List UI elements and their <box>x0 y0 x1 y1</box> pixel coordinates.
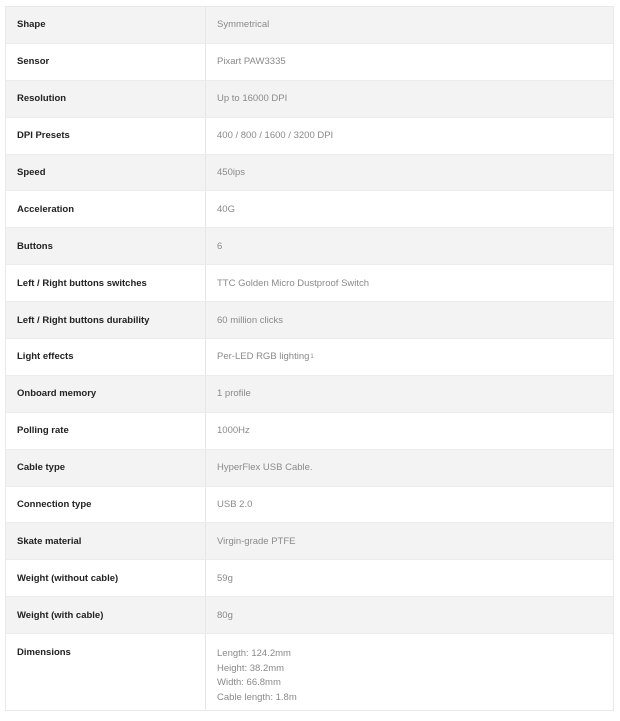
spec-value: 80g <box>217 609 233 621</box>
spec-row-resolution <box>6 81 613 118</box>
spec-row-weight-without-cable <box>6 560 613 597</box>
spec-value: Up to 16000 DPI <box>217 93 288 105</box>
spec-label: Shape <box>6 7 206 43</box>
spec-value: Symmetrical <box>217 19 270 31</box>
spec-value: 60 million clicks <box>217 314 283 326</box>
spec-row-buttons <box>6 228 613 265</box>
spec-row-speed <box>6 155 613 192</box>
spec-row-dpi-presets <box>6 118 613 155</box>
spec-label: Speed <box>6 155 206 191</box>
spec-label: DPI Presets <box>6 118 206 154</box>
spec-value: 400 / 800 / 1600 / 3200 DPI <box>217 130 334 142</box>
spec-value: 450ips <box>217 167 245 178</box>
spec-label: Onboard memory <box>6 376 206 412</box>
spec-label: Left / Right buttons switches <box>6 265 206 301</box>
spec-label: Sensor <box>6 44 206 80</box>
spec-value: 6 <box>217 240 223 252</box>
spec-value <box>206 634 613 710</box>
spec-label: Dimensions <box>6 634 206 710</box>
spec-table <box>5 6 614 711</box>
spec-value: 1000Hz <box>217 425 250 437</box>
spec-value: TTC Golden Micro Dustproof Switch <box>217 277 370 289</box>
spec-value <box>206 339 613 375</box>
dimension-length: Length: 124.2mm <box>217 648 291 660</box>
spec-value: Virgin-grade PTFE <box>217 535 296 547</box>
spec-value: 1 profile <box>217 388 251 400</box>
spec-label: Resolution <box>6 81 206 117</box>
spec-value: HyperFlex USB Cable. <box>217 462 313 474</box>
dimensions-list <box>217 647 297 705</box>
spec-label: Light effects <box>6 339 206 375</box>
spec-label: Acceleration <box>6 191 206 227</box>
dimension-width: Width: 66.8mm <box>217 677 281 689</box>
spec-label: Buttons <box>6 228 206 264</box>
spec-label: Polling rate <box>6 413 206 449</box>
spec-label: Weight (without cable) <box>6 560 206 596</box>
spec-row-cable-type <box>6 450 613 487</box>
spec-value: Pixart PAW3335 <box>217 56 286 68</box>
spec-row-skate-material <box>6 523 613 560</box>
spec-row-sensor <box>6 44 613 81</box>
spec-value-text: Per-LED RGB lighting <box>217 351 310 363</box>
dimension-height: Height: 38.2mm <box>217 662 285 674</box>
spec-row-polling-rate <box>6 413 613 450</box>
spec-label: Skate material <box>6 523 206 559</box>
spec-value: 59g <box>217 572 233 584</box>
spec-value: 40G <box>217 203 235 215</box>
spec-label: Weight (with cable) <box>6 597 206 633</box>
spec-label: Cable type <box>6 450 206 486</box>
spec-label: Left / Right buttons durability <box>6 302 206 338</box>
footnote-marker: 1 <box>310 353 314 360</box>
spec-row-onboard-memory <box>6 376 613 413</box>
spec-row-shape <box>6 7 613 44</box>
spec-row-acceleration <box>6 191 613 228</box>
spec-row-connection-type <box>6 487 613 524</box>
spec-row-durability <box>6 302 613 339</box>
spec-row-switches <box>6 265 613 302</box>
spec-label: Connection type <box>6 487 206 523</box>
spec-row-light-effects <box>6 339 613 376</box>
spec-value: USB 2.0 <box>217 499 253 511</box>
spec-row-dimensions <box>6 634 613 710</box>
spec-row-weight-with-cable <box>6 597 613 634</box>
dimension-cable-length: Cable length: 1.8m <box>217 691 297 703</box>
